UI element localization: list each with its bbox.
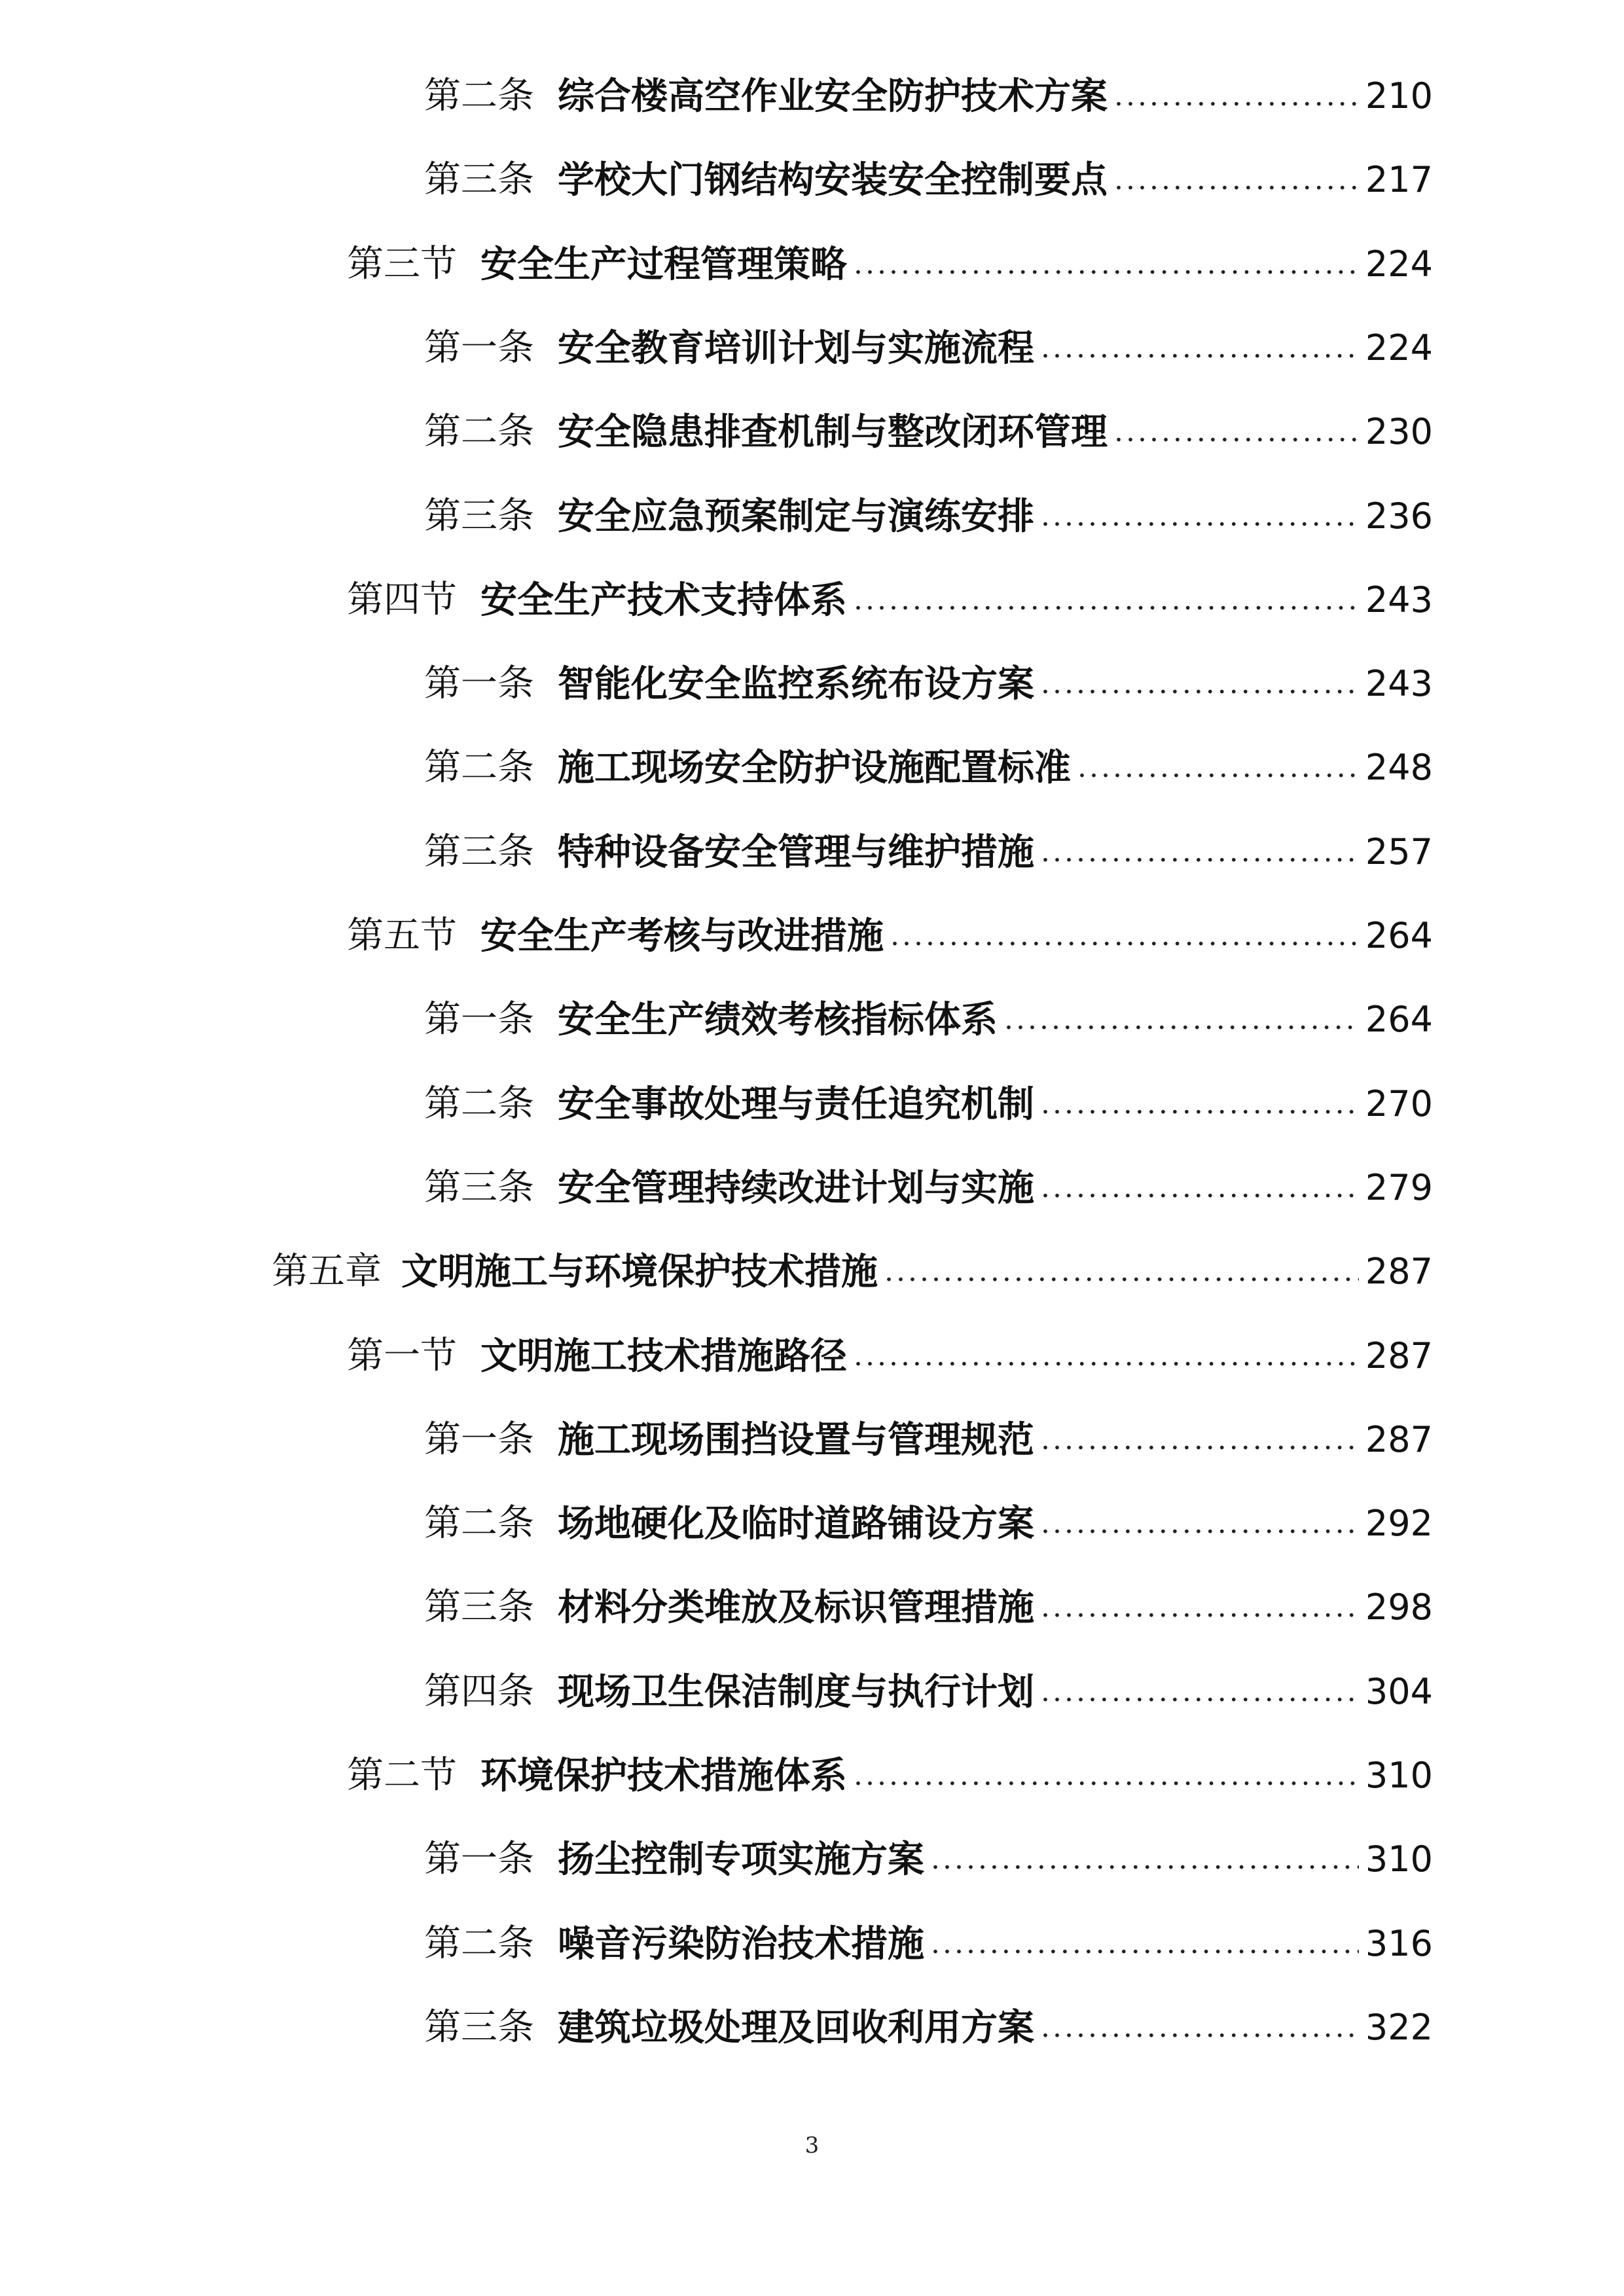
toc-entry-page-number: 243 <box>1365 663 1433 704</box>
toc-dot-leader <box>1041 1677 1359 1706</box>
toc-dot-leader <box>1041 502 1359 531</box>
toc-entry-label: 第二条 <box>424 1502 534 1545</box>
toc-dot-leader <box>1041 670 1359 698</box>
toc-entry-page-number: 248 <box>1365 747 1433 788</box>
toc-entry-page-number: 217 <box>1365 159 1433 200</box>
toc-entry-chapter[interactable] <box>272 1236 1433 1308</box>
toc-entry-page-number: 304 <box>1365 1671 1433 1712</box>
toc-dot-leader <box>931 1929 1359 1958</box>
toc-entry-title: 环境保护技术措施体系 <box>480 1754 847 1797</box>
toc-entry-title: 学校大门钢结构安装安全控制要点 <box>558 158 1108 202</box>
toc-entry-title: 场地硬化及临时道路铺设方案 <box>558 1502 1034 1545</box>
toc-entry-page-number: 292 <box>1365 1503 1433 1544</box>
toc-entry-title: 安全事故处理与责任追究机制 <box>558 1083 1034 1126</box>
toc-entry-page-number: 264 <box>1365 999 1433 1040</box>
toc-entry-title: 特种设备安全管理与维护措施 <box>558 831 1034 874</box>
toc-entry-article[interactable] <box>424 1404 1433 1476</box>
toc-entry-article[interactable] <box>424 1823 1433 1895</box>
toc-dot-leader <box>854 586 1359 615</box>
toc-entry-title: 文明施工技术措施路径 <box>480 1335 847 1378</box>
toc-entry-article[interactable] <box>424 396 1433 468</box>
toc-entry-label: 第二条 <box>424 746 534 789</box>
toc-entry-page-number: 298 <box>1365 1587 1433 1628</box>
toc-entry-label: 第一条 <box>424 327 534 369</box>
toc-entry-page-number: 322 <box>1365 2007 1433 2048</box>
toc-entry-article[interactable] <box>424 144 1433 216</box>
toc-entry-page-number: 310 <box>1365 1839 1433 1880</box>
toc-entry-section[interactable] <box>347 1320 1433 1392</box>
toc-entry-label: 第三条 <box>424 158 534 201</box>
toc-entry-section[interactable] <box>347 1740 1433 1812</box>
toc-entry-title: 安全隐患排查机制与整改闭环管理 <box>558 410 1108 454</box>
toc-entry-title: 建筑垃圾处理及回收利用方案 <box>558 2006 1034 2049</box>
toc-entry-page-number: 264 <box>1365 915 1433 956</box>
toc-entry-label: 第二条 <box>424 1922 534 1965</box>
toc-dot-leader <box>1041 2013 1359 2042</box>
toc-entry-label: 第二条 <box>424 75 534 117</box>
toc-dot-leader <box>1114 166 1359 194</box>
toc-entry-label: 第三节 <box>347 243 457 285</box>
toc-entry-article[interactable] <box>424 1571 1433 1643</box>
toc-dot-leader <box>1114 82 1359 111</box>
toc-entry-page-number: 287 <box>1365 1335 1433 1376</box>
toc-entry-label: 第二条 <box>424 410 534 453</box>
toc-entry-title: 安全生产考核与改进措施 <box>480 914 884 958</box>
toc-entry-section[interactable] <box>347 900 1433 972</box>
toc-entry-label: 第一节 <box>347 1335 457 1377</box>
toc-entry-page-number: 243 <box>1365 579 1433 620</box>
toc-dot-leader <box>1004 1005 1359 1034</box>
toc-entry-article[interactable] <box>424 732 1433 804</box>
toc-entry-page-number: 310 <box>1365 1755 1433 1796</box>
toc-entry-title: 文明施工与环境保护技术措施 <box>401 1250 878 1293</box>
toc-dot-leader <box>854 1342 1359 1371</box>
toc-entry-label: 第一条 <box>424 662 534 705</box>
toc-entry-label: 第三条 <box>424 2006 534 2049</box>
toc-entry-label: 第四条 <box>424 1670 534 1713</box>
toc-entry-page-number: 224 <box>1365 243 1433 285</box>
toc-dot-leader <box>884 1257 1359 1286</box>
toc-entry-title: 智能化安全监控系统布设方案 <box>558 662 1034 706</box>
toc-entry-label: 第三条 <box>424 831 534 873</box>
toc-entry-article[interactable] <box>424 312 1433 384</box>
toc-entry-article[interactable] <box>424 648 1433 720</box>
toc-entry-label: 第三条 <box>424 1166 534 1209</box>
toc-dot-leader <box>1041 838 1359 867</box>
toc-dot-leader <box>1114 418 1359 446</box>
toc-entry-page-number: 224 <box>1365 327 1433 368</box>
toc-dot-leader <box>931 1845 1359 1874</box>
toc-entry-article[interactable] <box>424 480 1433 552</box>
toc-entry-title: 安全管理持续改进计划与实施 <box>558 1166 1034 1210</box>
toc-entry-title: 扬尘控制专项实施方案 <box>558 1838 924 1881</box>
toc-dot-leader <box>1041 1174 1359 1202</box>
page-number: 3 <box>804 2132 820 2159</box>
toc-entry-page-number: 279 <box>1365 1167 1433 1208</box>
toc-entry-article[interactable] <box>424 816 1433 888</box>
toc-entry-title: 噪音污染防治技术措施 <box>558 1922 924 1965</box>
toc-entry-page-number: 270 <box>1365 1083 1433 1124</box>
toc-dot-leader <box>1041 1593 1359 1622</box>
toc-entry-title: 安全生产绩效考核指标体系 <box>558 998 998 1041</box>
toc-entry-label: 第三条 <box>424 1586 534 1628</box>
toc-entry-page-number: 287 <box>1365 1419 1433 1460</box>
toc-entry-label: 第一条 <box>424 998 534 1041</box>
toc-entry-article[interactable] <box>424 1908 1433 1980</box>
toc-dot-leader <box>1041 1426 1359 1454</box>
toc-entry-article[interactable] <box>424 1152 1433 1224</box>
toc-entry-section[interactable] <box>347 228 1433 300</box>
toc-entry-page-number: 230 <box>1365 411 1433 452</box>
toc-entry-label: 第四节 <box>347 579 457 621</box>
toc-entry-title: 材料分类堆放及标识管理措施 <box>558 1586 1034 1629</box>
toc-entry-label: 第二节 <box>347 1754 457 1797</box>
toc-entry-title: 安全应急预案制定与演练安排 <box>558 495 1034 538</box>
toc-entry-label: 第一条 <box>424 1838 534 1880</box>
toc-entry-page-number: 236 <box>1365 495 1433 537</box>
toc-entry-page-number: 210 <box>1365 75 1433 117</box>
toc-entry-article[interactable] <box>424 984 1433 1056</box>
toc-entry-label: 第三条 <box>424 495 534 537</box>
toc-entry-label: 第五章 <box>272 1250 382 1293</box>
toc-entry-title: 综合楼高空作业安全防护技术方案 <box>558 75 1108 118</box>
toc-entry-section[interactable] <box>347 564 1433 636</box>
toc-entry-title: 现场卫生保洁制度与执行计划 <box>558 1670 1034 1713</box>
toc-entry-title: 安全教育培训计划与实施流程 <box>558 327 1034 370</box>
toc-dot-leader <box>890 922 1359 950</box>
toc-entry-label: 第一条 <box>424 1418 534 1461</box>
toc-entry-title: 安全生产技术支持体系 <box>480 579 847 622</box>
toc-dot-leader <box>1041 1090 1359 1119</box>
toc-entry-page-number: 316 <box>1365 1923 1433 1964</box>
toc-entry-title: 施工现场安全防护设施配置标准 <box>558 746 1071 789</box>
toc-entry-title: 安全生产过程管理策略 <box>480 243 847 286</box>
toc-entry-label: 第五节 <box>347 914 457 957</box>
toc-entry-article[interactable] <box>424 1488 1433 1560</box>
toc-dot-leader <box>1041 1509 1359 1538</box>
toc-entry-page-number: 287 <box>1365 1251 1433 1292</box>
toc-entry-label: 第二条 <box>424 1083 534 1125</box>
toc-entry-page-number: 257 <box>1365 831 1433 872</box>
toc-entry-article[interactable] <box>424 1656 1433 1728</box>
toc-entry-article[interactable] <box>424 60 1433 132</box>
toc-dot-leader <box>1077 753 1359 782</box>
toc-dot-leader <box>854 1761 1359 1790</box>
toc-dot-leader <box>854 250 1359 279</box>
toc-entry-article[interactable] <box>424 1992 1433 2064</box>
toc-dot-leader <box>1041 334 1359 363</box>
toc-entry-article[interactable] <box>424 1068 1433 1140</box>
toc-entry-title: 施工现场围挡设置与管理规范 <box>558 1418 1034 1462</box>
